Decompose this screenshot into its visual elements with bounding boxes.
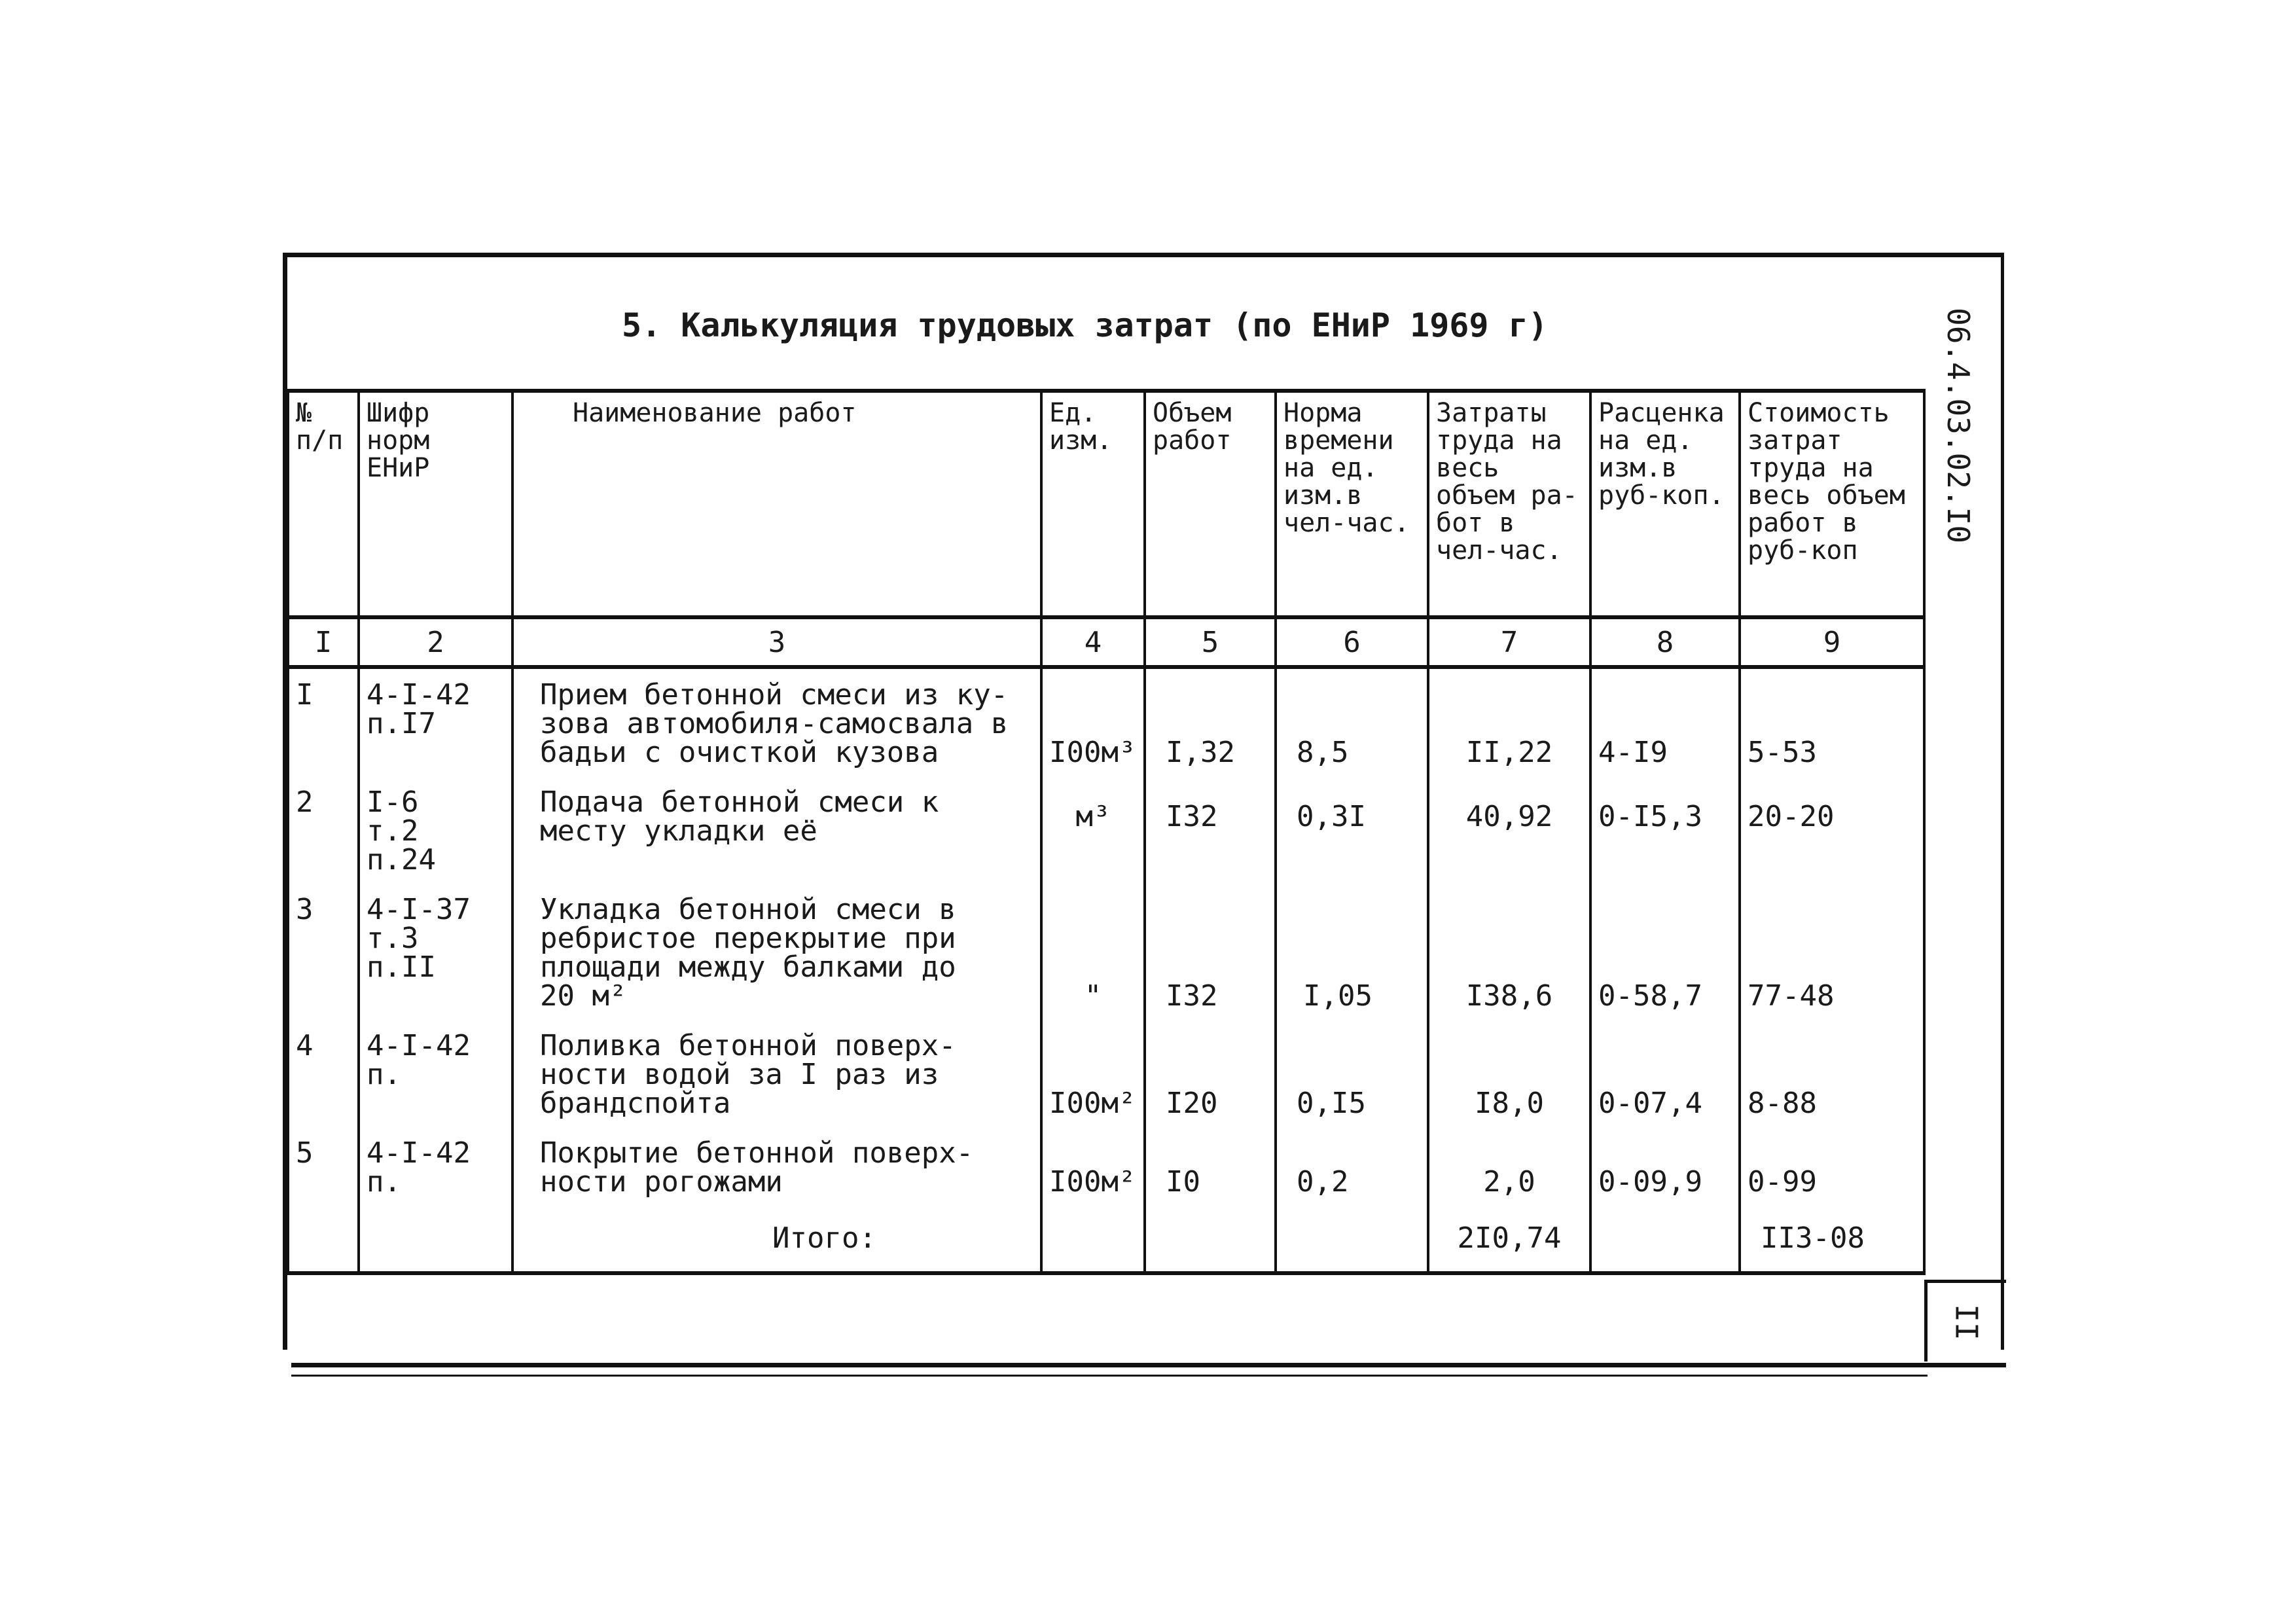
row-volume: I0 <box>1145 1127 1276 1206</box>
row-labor: II,22 <box>1428 667 1590 776</box>
header-labor: Затраты труда на весь объем ра- бот в чел-час. <box>1428 391 1590 617</box>
document-code: 06.4.03.02.I0 <box>1941 308 1976 544</box>
row-code: 4-I-42 п.I7 <box>359 667 512 776</box>
row-cost: 8-88 <box>1740 1020 1924 1127</box>
table-row <box>288 776 1924 884</box>
column-number: I <box>288 617 359 667</box>
row-cost: 0-99 <box>1740 1127 1924 1206</box>
row-name: Подача бетонной смеси к месту укладки её <box>512 776 1041 884</box>
row-volume: I32 <box>1145 884 1276 1020</box>
header-name: Наименование работ <box>512 391 1041 617</box>
row-norm: I,05 <box>1276 884 1428 1020</box>
row-name: Покрытие бетонной поверх- ности рогожами <box>512 1127 1041 1206</box>
row-rate: 0-07,4 <box>1590 1020 1740 1127</box>
row-unit: " <box>1041 884 1145 1020</box>
header-rate: Расценка на ед. изм.в руб-коп. <box>1590 391 1740 617</box>
table-row <box>288 667 1924 776</box>
total-empty-cell <box>1145 1206 1276 1273</box>
row-norm: 0,2 <box>1276 1127 1428 1206</box>
total-empty-cell <box>1276 1206 1428 1273</box>
row-rate: 0-I5,3 <box>1590 776 1740 884</box>
total-labor: 2I0,74 <box>1428 1206 1590 1273</box>
table-row <box>288 884 1924 1020</box>
row-labor: 40,92 <box>1428 776 1590 884</box>
labor-cost-table <box>287 389 1926 1275</box>
column-number-row <box>288 617 1924 667</box>
column-number: 8 <box>1590 617 1740 667</box>
total-empty-cell <box>1041 1206 1145 1273</box>
frame-bottom-line-thin <box>291 1375 1928 1377</box>
row-no: 3 <box>288 884 359 1020</box>
row-norm: 8,5 <box>1276 667 1428 776</box>
row-no: 4 <box>288 1020 359 1127</box>
row-volume: I,32 <box>1145 667 1276 776</box>
row-cost: 77-48 <box>1740 884 1924 1020</box>
column-number: 5 <box>1145 617 1276 667</box>
row-no: I <box>288 667 359 776</box>
row-code: 4-I-42 п. <box>359 1127 512 1206</box>
row-name: Прием бетонной смеси из ку- зова автомобиля-самосвала в бадьи с очисткой кузова <box>512 667 1041 776</box>
column-number: 3 <box>512 617 1041 667</box>
row-labor: I8,0 <box>1428 1020 1590 1127</box>
total-row <box>288 1206 1924 1273</box>
row-code: I-6 т.2 п.24 <box>359 776 512 884</box>
header-norm: Норма времени на ед. изм.в чел-час. <box>1276 391 1428 617</box>
row-norm: 0,3I <box>1276 776 1428 884</box>
row-unit: I00м² <box>1041 1020 1145 1127</box>
column-number: 6 <box>1276 617 1428 667</box>
row-code: 4-I-42 п. <box>359 1020 512 1127</box>
row-unit: I00м³ <box>1041 667 1145 776</box>
row-unit: I00м² <box>1041 1127 1145 1206</box>
row-cost: 5-53 <box>1740 667 1924 776</box>
header-unit: Ед. изм. <box>1041 391 1145 617</box>
row-no: 5 <box>288 1127 359 1206</box>
table-row <box>288 1020 1924 1127</box>
row-volume: I20 <box>1145 1020 1276 1127</box>
header-row <box>288 391 1924 617</box>
page-number: II <box>1948 1304 1984 1341</box>
total-empty-cell <box>1590 1206 1740 1273</box>
row-volume: I32 <box>1145 776 1276 884</box>
total-empty-cell <box>288 1206 359 1273</box>
table-row <box>288 1127 1924 1206</box>
section-title: 5. Калькуляция трудовых затрат (по ЕНиР 1969 г) <box>622 306 1548 344</box>
row-name: Укладка бетонной смеси в ребристое перекрытие при площади между балками до 20 м² <box>512 884 1041 1020</box>
row-name: Поливка бетонной поверх- ности водой за I раз из брандспойта <box>512 1020 1041 1127</box>
total-empty-cell <box>359 1206 512 1273</box>
header-volume: Объем работ <box>1145 391 1276 617</box>
row-norm: 0,I5 <box>1276 1020 1428 1127</box>
header-no: № п/п <box>288 391 359 617</box>
row-cost: 20-20 <box>1740 776 1924 884</box>
row-rate: 4-I9 <box>1590 667 1740 776</box>
header-code: Шифр норм ЕНиР <box>359 391 512 617</box>
frame-bottom-line <box>291 1363 2006 1367</box>
row-no: 2 <box>288 776 359 884</box>
total-label: Итого: <box>512 1206 1041 1273</box>
column-number: 9 <box>1740 617 1924 667</box>
column-number: 7 <box>1428 617 1590 667</box>
header-cost: Стоимость затрат труда на весь объем работ в руб-коп <box>1740 391 1924 617</box>
total-cost: II3-08 <box>1740 1206 1924 1273</box>
page-number-box <box>1924 1280 2006 1362</box>
row-rate: 0-58,7 <box>1590 884 1740 1020</box>
row-code: 4-I-37 т.3 п.II <box>359 884 512 1020</box>
row-rate: 0-09,9 <box>1590 1127 1740 1206</box>
row-labor: 2,0 <box>1428 1127 1590 1206</box>
column-number: 4 <box>1041 617 1145 667</box>
row-labor: I38,6 <box>1428 884 1590 1020</box>
column-number: 2 <box>359 617 512 667</box>
row-unit: м³ <box>1041 776 1145 884</box>
